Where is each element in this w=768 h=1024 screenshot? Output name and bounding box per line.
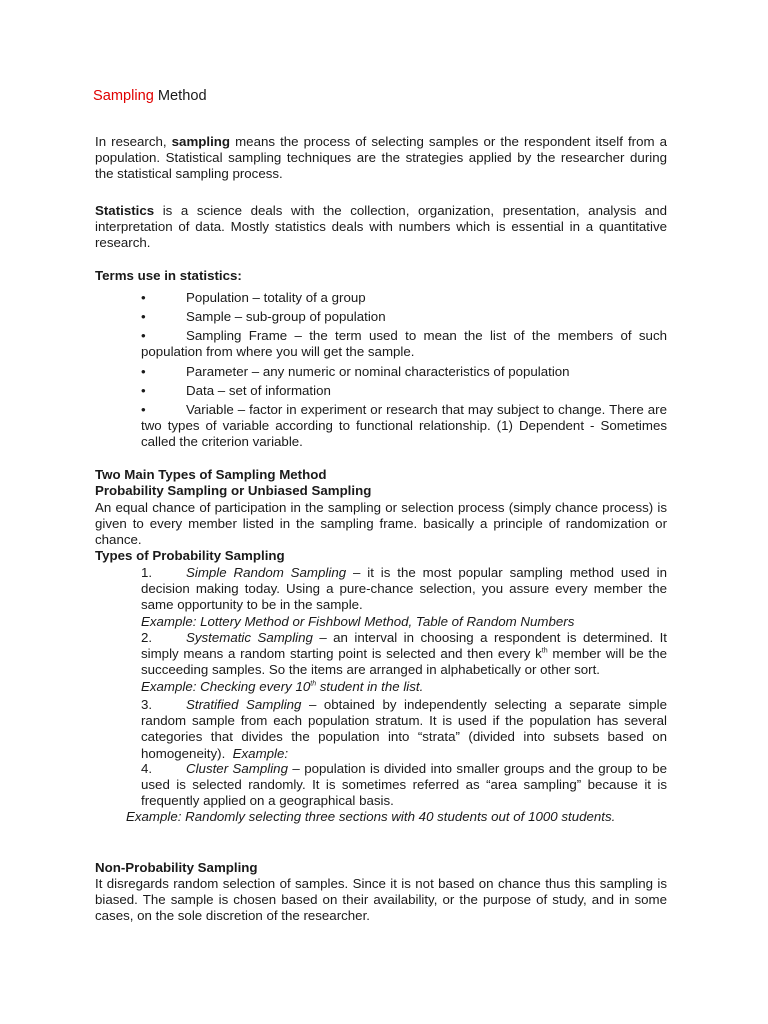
title-highlight: Sampling	[93, 88, 154, 104]
document-title	[93, 88, 207, 105]
example-text-cont: student in the list.	[316, 678, 424, 694]
bullet-icon: •	[141, 309, 146, 324]
terms-heading-text: Terms use in statistics	[95, 268, 238, 283]
superscript: th	[310, 680, 317, 688]
list-item-cluster	[141, 761, 667, 810]
bullet-icon: •	[141, 290, 146, 305]
item-example: Example:	[232, 745, 289, 761]
section-heading-probability: Probability Sampling or Unbiased Sampling	[95, 483, 372, 498]
bullet-icon: •	[141, 402, 146, 417]
term-text: Sample – sub-group of population	[186, 309, 386, 324]
term-text: Data – set of information	[186, 383, 331, 398]
item-example	[141, 679, 423, 694]
item-text: – it is the most popular sampling method used in decision making today. Using a pure-chance selection, you assure every member the same opportunity to be in the sample.	[141, 565, 667, 613]
list-item-stratified	[141, 697, 667, 762]
term-sampling: sampling	[171, 134, 231, 149]
list-item-systematic	[141, 630, 667, 695]
item-name: Simple Random Sampling	[186, 565, 347, 580]
list-item	[141, 309, 667, 325]
terms-heading	[95, 268, 667, 284]
term-text: Parameter – any numeric or nominal characteristics of population	[186, 364, 570, 379]
superscript: th	[541, 647, 548, 655]
item-number: 1.	[141, 565, 153, 580]
item-text: – population is divided into smaller groups and the group to be used is selected randomly. It is sometimes referred as “area sampling” because it is frequently applied on a geographical basis.	[141, 761, 668, 809]
item-name: Cluster Sampling	[186, 761, 288, 776]
probability-description: An equal chance of participation in the sampling or selection process (simply chance process) is given to every member listed in the sampling frame. basically a principle of randomization or chance.	[95, 500, 667, 548]
title-rest: Method	[153, 88, 207, 104]
list-item	[141, 364, 667, 380]
term-statistics: Statistics	[95, 203, 155, 218]
list-item-simple-random	[141, 565, 667, 630]
intro-paragraph-sampling	[95, 134, 667, 183]
term-text: Population – totality of a group	[186, 290, 366, 305]
item-number: 4.	[141, 761, 153, 776]
term-text: Variable – factor in experiment or research that may subject to change. There are two types of variable according to functional relationship. (1) Dependent - Sometimes called the criterion variable.	[141, 402, 667, 450]
section-heading-types: Two Main Types of Sampling Method	[95, 467, 327, 482]
list-item	[141, 383, 667, 399]
list-item	[141, 402, 667, 451]
statistics-definition: is a science deals with the collection, organization, presentation, analysis and interpretation of data. Mostly statistics deals with numbers which is essential in a quantitative research.	[95, 203, 667, 251]
item-name: Stratified Sampling	[186, 697, 302, 712]
item-text-cont: member will be the succeeding samples. So the items are arranged in alphabetically or other sort.	[141, 646, 667, 678]
example-text: Example: Checking every 10	[141, 678, 311, 694]
section-heading-nonprobability: Non-Probability Sampling	[95, 860, 258, 875]
bullet-icon: •	[141, 364, 146, 379]
item-name: Systematic Sampling	[186, 630, 313, 645]
item-example: Example: Lottery Method or Fishbowl Method, Table of Random Numbers	[141, 613, 575, 629]
subheading-types-of-probability: Types of Probability Sampling	[95, 548, 285, 563]
terms-heading-colon: :	[237, 268, 242, 283]
intro-paragraph-statistics	[95, 203, 667, 252]
item-number: 3.	[141, 697, 153, 712]
bullet-icon: •	[141, 328, 146, 343]
nonprobability-description: It disregards random selection of samples. Since it is not based on chance thus this sampling is biased. The sample is chosen based on their availability, or the purpose of study, and in some cases, on the sole discretion of the researcher.	[95, 876, 667, 924]
bullet-icon: •	[141, 383, 146, 398]
term-text: Sampling Frame – the term used to mean the list of the members of such population from where you will get the sample.	[141, 328, 667, 360]
list-item	[141, 290, 667, 306]
intro-text-cont: means the process of selecting samples or the respondent itself from a population. Statistical sampling techniques are the strategies applied by the researcher during the statistical sampling process.	[95, 134, 668, 182]
list-item	[141, 328, 667, 360]
item-text: – an interval in choosing a respondent is determined. It simply means a random starting point is selected and then every k	[141, 630, 667, 662]
item-number: 2.	[141, 630, 153, 645]
cluster-example: Example: Randomly selecting three sections with 40 students out of 1000 students.	[126, 809, 616, 824]
intro-text: In research,	[95, 134, 172, 149]
item-text: – obtained by independently selecting a separate simple random sample from each population stratum. It is used if the population has several categories that divides the population into “strata” (divided into subsets based on homogeneity).	[141, 697, 667, 761]
